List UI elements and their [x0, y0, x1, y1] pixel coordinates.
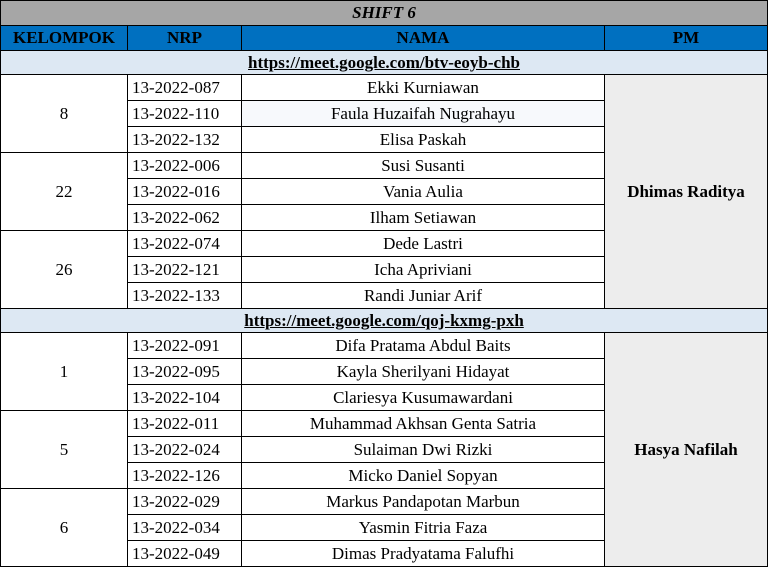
header-nama: NAMA — [242, 26, 605, 51]
kelompok-cell: 1 — [1, 333, 128, 411]
shift-title: SHIFT 6 — [1, 1, 768, 26]
header-kelompok: KELOMPOK — [1, 26, 128, 51]
nama-cell: Muhammad Akhsan Genta Satria — [242, 411, 605, 437]
nama-cell: Micko Daniel Sopyan — [242, 463, 605, 489]
header-nrp: NRP — [128, 26, 242, 51]
nrp-cell: 13-2022-095 — [128, 359, 242, 385]
meet-link-row — [1, 309, 768, 333]
pm-cell: Hasya Nafilah — [605, 333, 768, 567]
nama-cell: Randi Juniar Arif — [242, 283, 605, 309]
nama-cell: Faula Huzaifah Nugrahayu — [242, 101, 605, 127]
nama-cell: Yasmin Fitria Faza — [242, 515, 605, 541]
nrp-cell: 13-2022-133 — [128, 283, 242, 309]
kelompok-cell: 6 — [1, 489, 128, 567]
nama-cell: Dimas Pradyatama Falufhi — [242, 541, 605, 567]
meet-link[interactable]: https://meet.google.com/btv-eoyb-chb — [1, 51, 768, 75]
nrp-cell: 13-2022-091 — [128, 333, 242, 359]
kelompok-cell: 5 — [1, 411, 128, 489]
nrp-cell: 13-2022-006 — [128, 153, 242, 179]
nama-cell: Susi Susanti — [242, 153, 605, 179]
table-row — [1, 75, 768, 101]
nrp-cell: 13-2022-024 — [128, 437, 242, 463]
kelompok-cell: 8 — [1, 75, 128, 153]
nama-cell: Markus Pandapotan Marbun — [242, 489, 605, 515]
nama-cell: Icha Apriviani — [242, 257, 605, 283]
nrp-cell: 13-2022-016 — [128, 179, 242, 205]
title-row — [1, 1, 768, 26]
header-pm: PM — [605, 26, 768, 51]
nrp-cell: 13-2022-029 — [128, 489, 242, 515]
nama-cell: Elisa Paskah — [242, 127, 605, 153]
nama-cell: Vania Aulia — [242, 179, 605, 205]
pm-cell: Dhimas Raditya — [605, 75, 768, 309]
nrp-cell: 13-2022-132 — [128, 127, 242, 153]
nama-cell: Sulaiman Dwi Rizki — [242, 437, 605, 463]
table-row — [1, 333, 768, 359]
kelompok-cell: 26 — [1, 231, 128, 309]
nrp-cell: 13-2022-121 — [128, 257, 242, 283]
nama-cell: Ilham Setiawan — [242, 205, 605, 231]
nrp-cell: 13-2022-104 — [128, 385, 242, 411]
nama-cell: Dede Lastri — [242, 231, 605, 257]
nrp-cell: 13-2022-126 — [128, 463, 242, 489]
nrp-cell: 13-2022-110 — [128, 101, 242, 127]
header-row — [1, 26, 768, 51]
nrp-cell: 13-2022-062 — [128, 205, 242, 231]
nrp-cell: 13-2022-074 — [128, 231, 242, 257]
meet-link-row — [1, 51, 768, 75]
nama-cell: Clariesya Kusumawardani — [242, 385, 605, 411]
nama-cell: Difa Pratama Abdul Baits — [242, 333, 605, 359]
nama-cell: Kayla Sherilyani Hidayat — [242, 359, 605, 385]
nrp-cell: 13-2022-034 — [128, 515, 242, 541]
nrp-cell: 13-2022-087 — [128, 75, 242, 101]
meet-link[interactable]: https://meet.google.com/qoj-kxmg-pxh — [1, 309, 768, 333]
kelompok-cell: 22 — [1, 153, 128, 231]
nrp-cell: 13-2022-011 — [128, 411, 242, 437]
nama-cell: Ekki Kurniawan — [242, 75, 605, 101]
nrp-cell: 13-2022-049 — [128, 541, 242, 567]
